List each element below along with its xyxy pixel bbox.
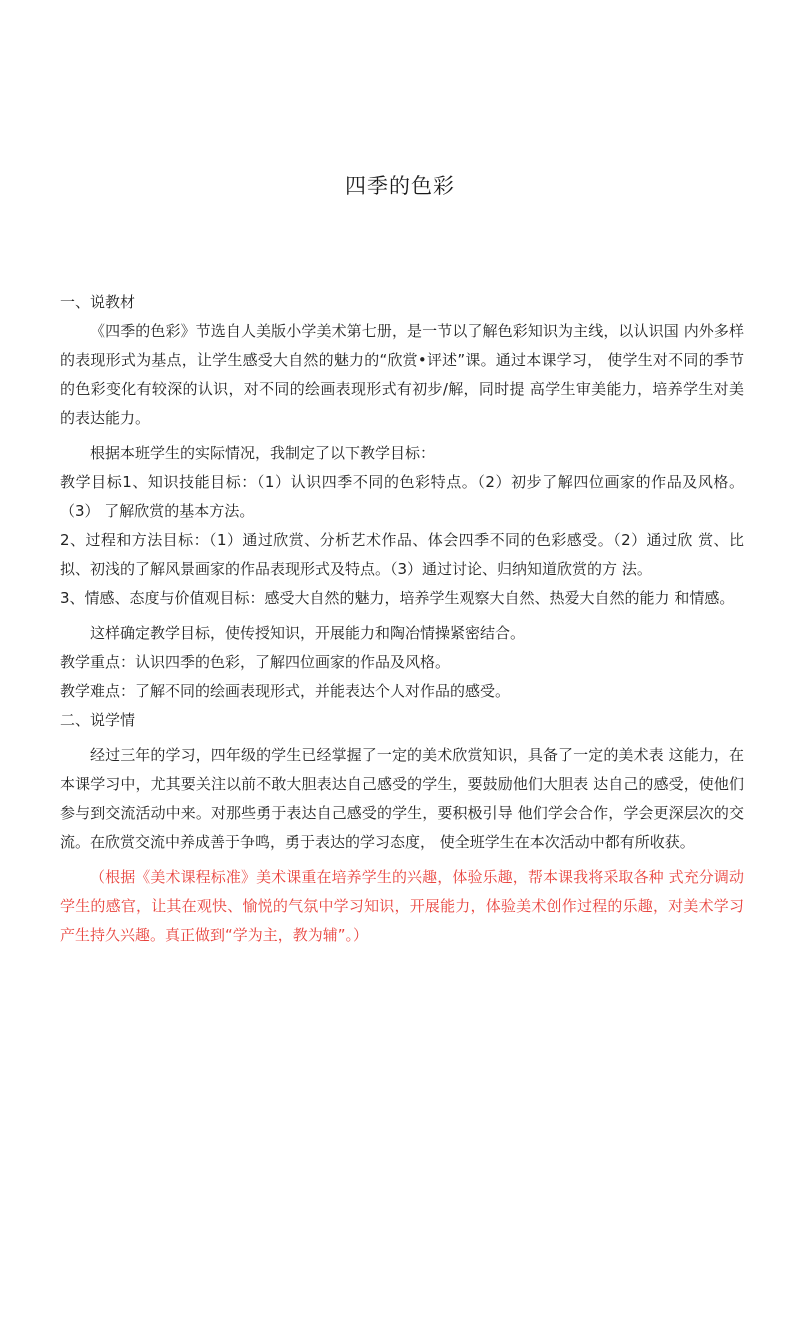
paragraph-curriculum-note: （根据《美术课程标准》美术课重在培养学生的兴趣，体验乐趣，帮本课我将采取各种 式充分调动学生的感官，让其在观快、愉悦的气氛中学习知识，开展能力，体验美术创作过程的乐趣，对美术学习产生持久兴趣。真正做到“学为主，教为辅”。） <box>60 868 744 944</box>
paragraph-goal-knowledge: 教学目标1、知识技能目标：（1）认识四季不同的色彩特点。（2）初步了解四位画家的作品及风格。（3） 了解欣赏的基本方法。 <box>60 473 744 520</box>
page-title: 四季的色彩 <box>345 174 455 198</box>
paragraph-goals-intro: 根据本班学生的实际情况，我制定了以下教学目标： <box>90 444 436 462</box>
paragraph-goal-emotion: 3、情感、态度与价值观目标：感受大自然的魅力，培养学生观察大自然、热爱大自然的能力 和情感。 <box>60 589 735 607</box>
paragraph-goal-process: 2、过程和方法目标：（1）通过欣赏、分析艺术作品、体会四季不同的色彩感受。（2）通过欣 赏、比拟、初浅的了解风景画家的作品表现形式及特点。（3）通过讨论、归纳知道欣赏的方 法。 <box>60 531 744 578</box>
paragraph-key-point: 教学重点：认识四季的色彩，了解四位画家的作品及风格。 <box>60 653 451 671</box>
paragraph-student-analysis: 经过三年的学习，四年级的学生已经掌握了一定的美术欣赏知识，具备了一定的美术表 这能力，在本课学习中，尤其要关注以前不敢大胆表达自己感受的学生，要鼓励他们大胆表 达自己的感受，使他们参与到交流活动中来。对那些勇于表达自己感受的学生，要积极引导 他们学会合作，学会更深层次的交流。在欣赏交流中养成善于争鸣，勇于表达的学习态度， 使全班学生在本次活动中都有所收获。 <box>60 746 744 851</box>
paragraph-textbook-intro: 《四季的色彩》节选自人美版小学美术第七册，是一节以了解色彩知识为主线，以认识国 内外多样的表现形式为基点，让学生感受大自然的魅力的“欣赏•评述”课。通过本课学习， 使学生对不同的季节的色彩变化有较深的认识，对不同的绘画表现形式有初步/解，同时提 高学生审美能力，培养学生对美的表达能力。 <box>60 322 744 427</box>
paragraph-difficulty: 教学难点：了解不同的绘画表现形式，并能表达个人对作品的感受。 <box>60 682 511 700</box>
document-body <box>60 288 744 950</box>
paragraph-goals-summary: 这样确定教学目标，使传授知识，开展能力和陶冶情操紧密结合。 <box>90 624 526 642</box>
section-heading-teaching-material: 一、说教材 <box>60 293 136 311</box>
section-heading-student-analysis: 二、说学情 <box>60 711 136 729</box>
